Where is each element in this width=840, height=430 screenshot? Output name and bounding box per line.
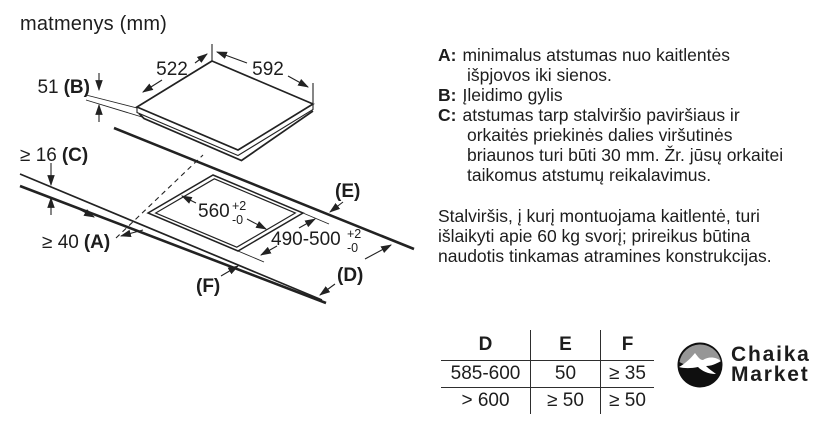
ext-line-b-top [86,95,137,108]
header-f: F [601,330,655,361]
dim-51b-text: 51 (B) [37,77,90,98]
header-e: E [531,330,601,361]
label-d: (D) [337,265,364,286]
arrow-d-down [320,284,335,295]
label-f: (F) [196,276,221,297]
worktop-weight-note: Stalviršis, į kurį montuojama kaitlentė, turi išlaikyti apie 60 kg svorį; prireikus būtina naudotis tinkamas atramines konstrukcijas. [438,206,772,266]
note-a-key: A: [438,45,457,65]
cell-e1: 50 [531,361,601,388]
seagull-icon [676,341,724,389]
table-row [441,361,654,388]
dim-16c-text: ≥ 16 (C) [20,145,89,166]
dashed-wall-line [116,155,203,238]
arrow-522-right [195,54,207,63]
cell-e2: ≥ 50 [531,388,601,415]
dim-40a-text: ≥ 40 (A) [42,232,111,253]
logo-wordmark [731,345,811,389]
note-c [438,105,790,185]
arrow-e [330,202,343,212]
arrow-f [221,266,238,276]
cell-f2: ≥ 50 [601,388,655,415]
chaika-market-logo [676,341,811,389]
dim-592-text: 592 [252,59,284,80]
ext-line-490-top [303,213,329,224]
arrow-522-left [143,80,162,92]
cell-f1: ≥ 35 [601,361,655,388]
note-b-key: B: [438,85,457,105]
clearance-table [441,330,654,414]
note-b-text: Įleidimo gylis [462,85,563,105]
dim-560-tol-plus: +2 [232,199,247,213]
table-header-row [441,330,654,361]
logo-line2: Market [731,363,810,386]
dim-490-text: 490-500 [271,229,341,250]
table-row [441,388,654,415]
note-c-key: C: [438,105,457,125]
label-e: (E) [335,181,361,202]
dim-560-text: 560 [198,201,230,222]
arrow-d-up [365,245,391,259]
arrow-560-left [182,196,196,203]
arrow-592-right [288,76,308,87]
dim-490-tol-minus: -0 [347,241,359,255]
ext-line-490-bottom [238,251,264,262]
dim-522-text: 522 [156,59,188,80]
note-a [438,45,790,85]
arrow-490-up [299,219,315,228]
page-title: matmenys (mm) [20,13,168,35]
header-d: D [441,330,531,361]
legend-notes [438,45,790,185]
note-b [438,85,790,105]
cell-d2: > 600 [461,390,510,411]
arrow-560-right [247,219,266,229]
arrow-592-left [217,52,247,63]
note-c-text: atstumas tarp stalviršio paviršiaus ir orkaitės priekinės dalies viršutinės briaunos turi būti 30 mm. Žr. jūsų orkaitei taikomus atstumų reikalavimus. [462,105,784,185]
installation-diagram [0,0,435,320]
dim-490-tol-plus: +2 [347,227,362,241]
note-a-text: minimalus atstumas nuo kaitlentės išpjovos iki sienos. [462,45,730,85]
dim-560-tol-minus: -0 [232,213,244,227]
cell-d1: 585-600 [441,361,531,388]
logo-line1: Chaika [731,343,811,366]
